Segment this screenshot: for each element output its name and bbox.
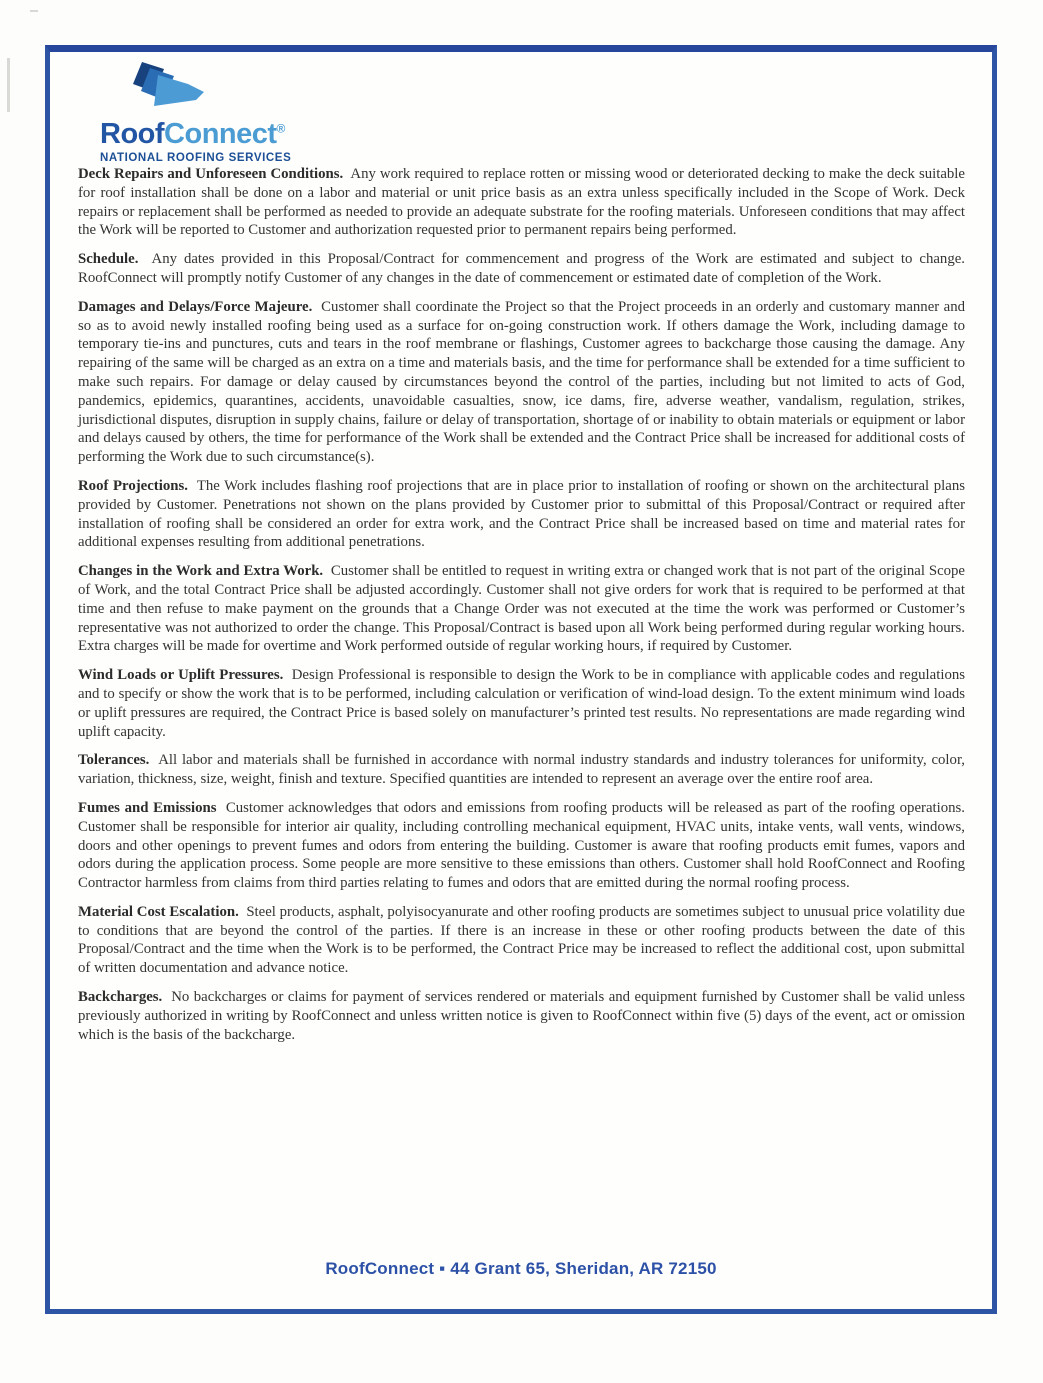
term-body: No backcharges or claims for payment of services rendered or materials and equipment furnished by Customer shall be valid unless previously authorized in writing by RoofConnect and unless written notice is given to RoofConnect within five (5) days of the event, act or omission which is the basis of the backcharge. xyxy=(78,989,965,1043)
term-body: All labor and materials shall be furnished in accordance with normal industry standards and industry tolerances for uniformity, color, variation, thickness, size, weight, finish and texture. Specified quantities are intended to represent an average over the entire roof area. xyxy=(78,752,965,788)
term-heading: Wind Loads or Uplift Pressures. xyxy=(78,667,284,684)
footer-address: RoofConnect ▪ 44 Grant 65, Sheridan, AR 72150 xyxy=(325,1259,717,1278)
term-body: Design Professional is responsible to design the Work to be in compliance with applicable codes and regulations and to specify or show the work that is to be performed, including calculation or verification of wind-load design. To the extent minimum wind loads or uplift pressures are required, the Contract Price is based solely on manufacturer’s printed test results. No representations are made regarding wind uplift capacity. xyxy=(78,667,966,740)
term-heading: Damages and Delays/Force Majeure. xyxy=(78,298,313,315)
term-body: The Work includes flashing roof projections that are in place prior to installation of roofing or shown on the architectural plans provided by Customer. Penetrations not shown on the plans provided by Customer prior to submittal of this Proposal/Contract or required after installation of roofing shall be considered an order for extra work, and the Contract Price shall be increased based on time and material rates for additional expenses resulting from additional penetrations. xyxy=(78,477,965,551)
term-paragraph-wind-loads xyxy=(78,666,965,741)
brand-tagline: NATIONAL ROOFING SERVICES xyxy=(100,152,292,164)
term-paragraph-deck-repairs xyxy=(78,165,965,240)
contract-terms xyxy=(78,165,965,1054)
term-paragraph-changes-extra-work xyxy=(78,562,965,656)
term-body: Customer acknowledges that odors and emissions from roofing products will be released as part of the roofing operations. Customer shall be responsible for interior air quality, including controlling mechanical equipment, HVAC units, intake vents, wall vents, windows, doors and other openings to prevent fumes and odors from entering the building. Customer is aware that roofing products emit fumes, vapors and odors during the application process. Some people are more sensitive to these emissions than others. Customer shall hold RoofConnect and Roofing Contractor harmless from claims from third parties relating to fumes and odors that are emitted during the normal roofing process. xyxy=(78,799,965,892)
roof-panels-icon xyxy=(130,62,208,118)
roofconnect-logo xyxy=(100,62,360,164)
scan-artifact xyxy=(30,10,38,12)
brand-name xyxy=(100,120,360,149)
term-heading: Tolerances. xyxy=(78,752,150,769)
term-body: Customer shall be entitled to request in writing extra or changed work that is not part of the original Scope of Work, and the total Contract Price shall be adjusted accordingly. Customer shall not give orders for work that is required to be performed at that time and then refuse to make payment on the grounds that a Change Order was not executed at the time the work was performed or Customer’s representative was not authorized to order the change. This Proposal/Contract is based upon all Work being performed during regular working hours. Extra charges will be made for overtime and Work performed outside of regular working hours, if required by Customer. xyxy=(78,563,966,655)
term-heading: Deck Repairs and Unforeseen Conditions. xyxy=(78,166,344,182)
term-paragraph-material-cost xyxy=(78,903,965,978)
brand-roof: Roof xyxy=(100,118,165,150)
term-paragraph-tolerances xyxy=(78,751,965,789)
term-heading: Schedule. xyxy=(78,251,139,268)
term-heading: Fumes and Emissions xyxy=(78,799,217,816)
term-body: Customer shall coordinate the Project so that the Project proceeds in an orderly and customary manner and so as to avoid newly installed roofing being used as a surface for on-going construction work. If others damage the Work, including damage to temporary tie-ins and punctures, cuts and tears in the roof membrane or flashings, Customer agrees to backcharge those causing the damage. Any repairing of the same will be charged as an extra on a time and materials basis, and the time for performance shall be extended for a time sufficient to make such repairs. For damage or delay caused by circumstances beyond the control of the parties, including but not limited to acts of God, pandemics, epidemics, quarantines, accidents, unavoidable casualties, snow, ice dams, fire, adverse weather, vandalism, regulation, strikes, jurisdictional disputes, disruption in supply chains, failure or delay of transportation, shortage of or inability to obtain materials or equipment or labor and delays caused by others, the time for performance of the Work shall be extended and the Contract Price shall be increased for additional costs of performing the Work due to such circumstance(s). xyxy=(78,298,966,466)
term-paragraph-damages-delays xyxy=(78,298,965,467)
term-paragraph-roof-projections xyxy=(78,477,965,552)
registered-mark: ® xyxy=(276,121,285,136)
term-body: Any dates provided in this Proposal/Contract for commencement and progress of the Work are estimated and subject to change. RoofConnect will promptly notify Customer of any changes in the date of commencement or estimated date of completion of the Work. xyxy=(78,251,965,286)
term-paragraph-fumes-emissions xyxy=(78,799,965,893)
term-heading: Material Cost Escalation. xyxy=(78,903,239,920)
term-heading: Backcharges. xyxy=(78,989,163,1006)
term-body: Steel products, asphalt, polyisocyanurate and other roofing products are sometimes subject to unusual price volatility due to conditions that are beyond the control of the parties. If there is an increase in these or other roofing products between the date of this Proposal/Contract and the time when the Work is to be performed, the Contract Price may be increased to reflect the additional cost, upon submittal of written documentation and advance notice. xyxy=(78,903,965,977)
term-paragraph-schedule xyxy=(78,250,965,288)
term-paragraph-backcharges xyxy=(78,988,965,1044)
term-heading: Changes in the Work and Extra Work. xyxy=(78,563,324,580)
term-heading: Roof Projections. xyxy=(78,477,188,494)
term-body: Any work required to replace rotten or missing wood or deteriorated decking to make the deck suitable for roof installation shall be done on a labor and material or unit price basis as an extra unless specifically included in the Scope of Work. Deck repairs or replacement shall be performed as needed to provide an adequate substrate for the roofing materials. Unforeseen conditions that may affect the Work will be reported to Customer and authorization requested prior to permanent repairs being performed. xyxy=(78,166,965,239)
brand-connect: Connect xyxy=(164,118,277,150)
page-border-frame xyxy=(45,45,997,1314)
scan-artifact xyxy=(7,58,10,112)
